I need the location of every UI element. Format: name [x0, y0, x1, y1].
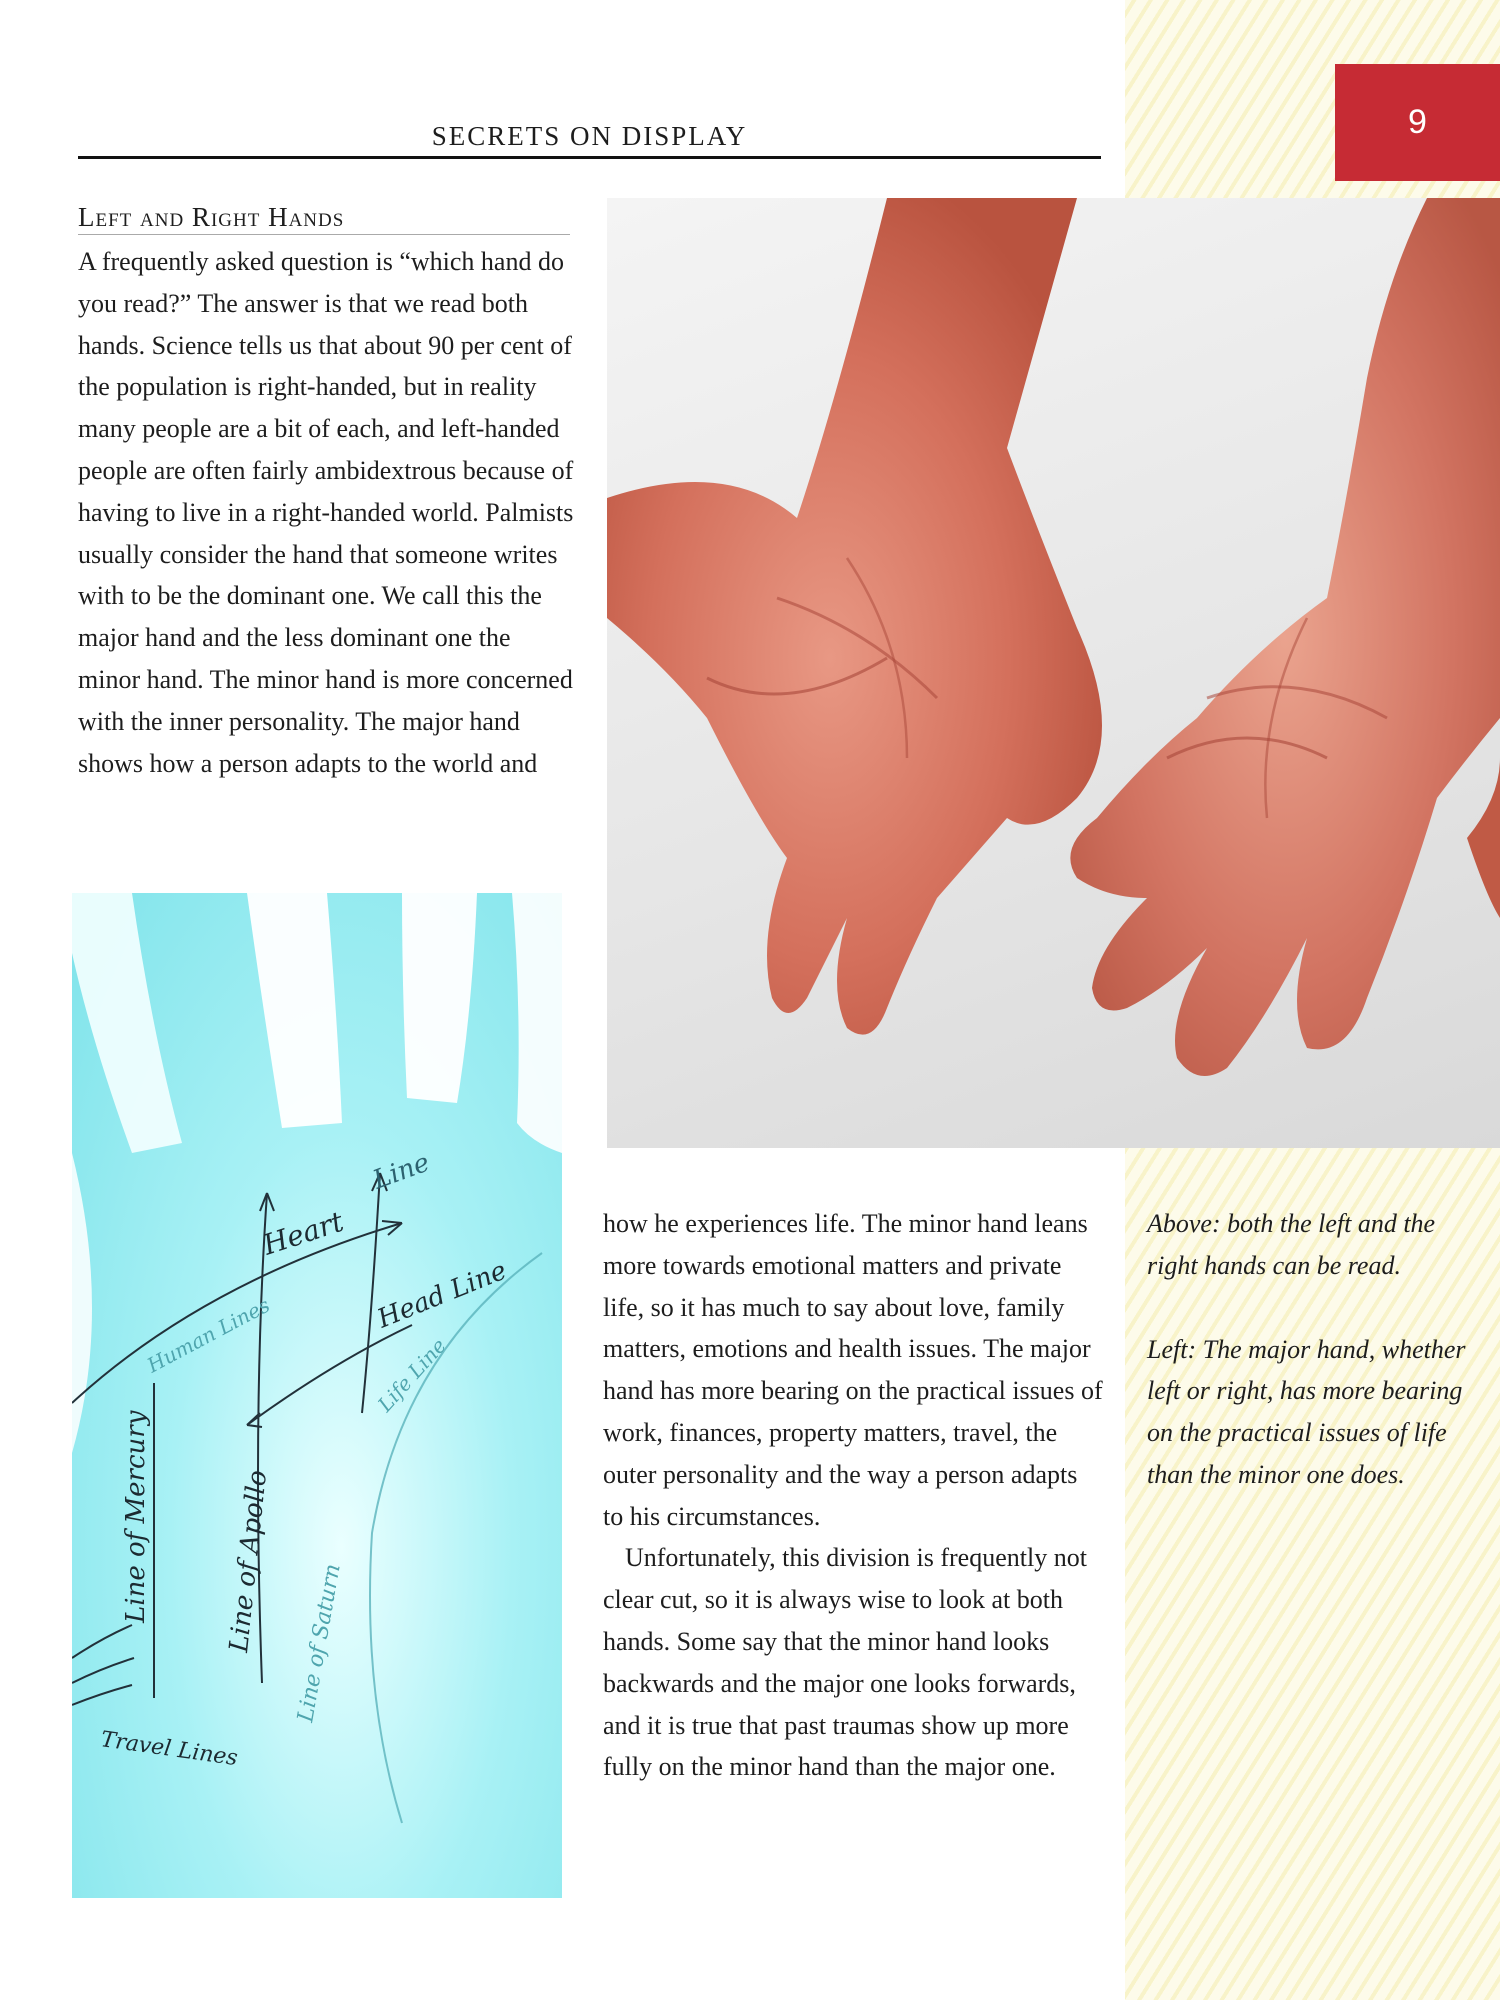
body-column-left: [78, 241, 578, 784]
hands-illustration: [607, 198, 1500, 1148]
label-heart: Heart: [258, 1204, 348, 1262]
palm-diagram-photo: [72, 893, 562, 1898]
captions-column: [1147, 1203, 1467, 1538]
body-paragraph: A frequently asked question is “which hand do you read?” The answer is that we read both hands. Science tells us that about 90 per cent of the population is right-handed, but in reality many people are a bit of each, and left-handed people are often fairly ambidextrous because of having to live in a right-handed world. Palmists usually consider the hand that someone writes with to be the dominant one. We call this the major hand and the less dominant one the minor hand. The minor hand is more concerned with the inner personality. The major hand shows how a person adapts to the world and: [78, 247, 574, 778]
label-line-of-apollo: Line of Apollo: [224, 1468, 274, 1654]
label-line-of-mercury: Line of Mercury: [121, 1410, 151, 1623]
body-column-middle: [603, 1203, 1103, 1788]
palm-lines-diagram: [72, 893, 562, 1898]
label-travel-lines: Travel Lines: [99, 1727, 240, 1772]
label-line: Line: [369, 1147, 434, 1196]
body-paragraph-1: how he experiences life. The minor hand leans more towards emotional matters and private life, so it has much to say about love, family matters, emotions and health issues. The major hand has more bearing on the practical issues of work, finances, property matters, travel, the outer personality and the way a person adapts to his circumstances.: [603, 1209, 1103, 1531]
caption-above: Above: both the left and the right hands can be read.: [1147, 1209, 1436, 1280]
label-human-lines: Human Lines: [143, 1292, 274, 1378]
label-line-of-saturn: Line of Saturn: [293, 1562, 346, 1725]
running-head: SECRETS ON DISPLAY: [78, 118, 1101, 159]
page-number: 9: [1335, 64, 1500, 181]
caption-left: Left: The major hand, whether left or right, has more bearing on the practical issues of life than the minor one does.: [1147, 1334, 1466, 1489]
body-paragraph-2: Unfortunately, this division is frequently not clear cut, so it is always wise to look at both hands. Some say that the minor hand looks backwards and the major one looks forwards, and it is true that past traumas show up more fully on the minor hand than the major one.: [603, 1543, 1087, 1782]
label-head-line: Head Line: [373, 1255, 511, 1335]
photo-two-hands: [607, 198, 1500, 1148]
section-title: Left and Right Hands: [78, 202, 570, 235]
label-life-line: Life Line: [372, 1333, 451, 1417]
